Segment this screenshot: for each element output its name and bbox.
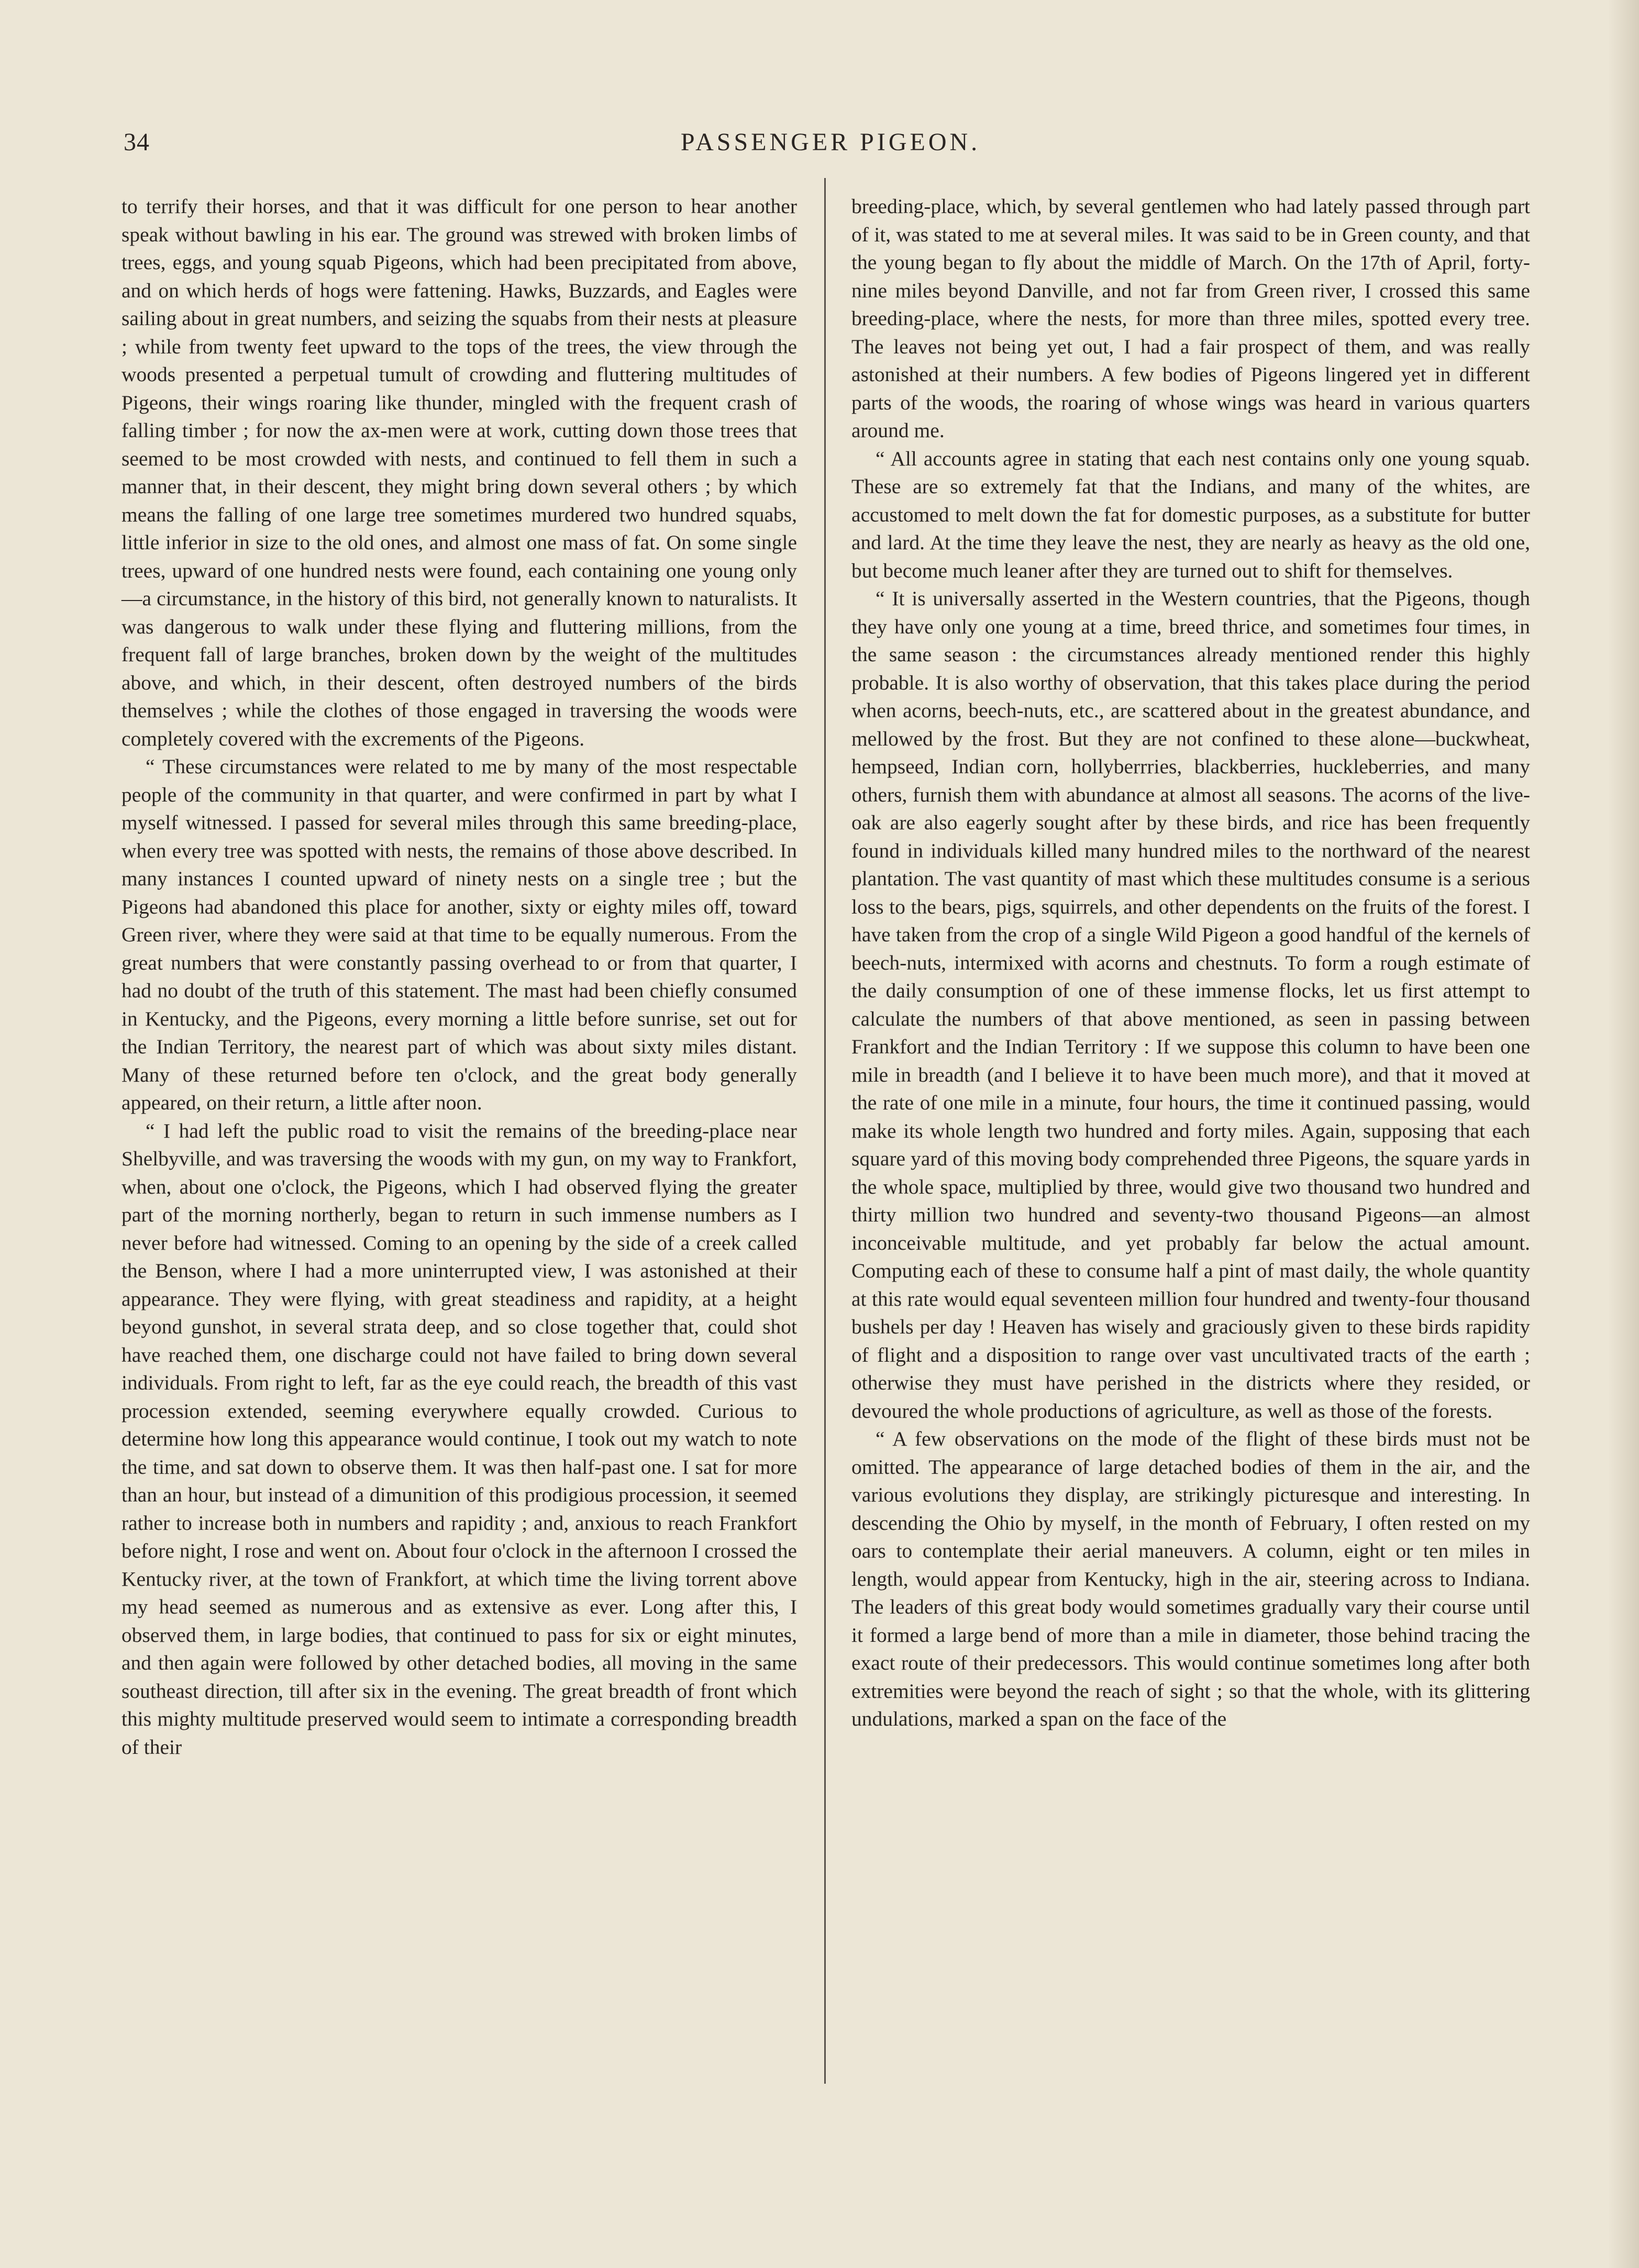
paragraph: to terrify their horses, and that it was difficult for one person to hear another speak without bawling in his ear. The ground was strewed with broken limbs of trees, eggs, and young squab Pigeons, which had been precipitated from above, and on which herds of hogs were fattening. Hawks, Buzzards, and Eagles were sailing about in great numbers, and seizing the squabs from their nests at pleasure ; while from twenty feet upward to the tops of the trees, the view through the woods presented a perpetual tumult of crowding and fluttering multitudes of Pigeons, their wings roaring like thunder, mingled with the frequent crash of falling timber ; for now the ax-men were at work, cutting down those trees that seemed to be most crowded with nests, and continued to fell them in such a manner that, in their descent, they might bring down several others ; by which means the falling of one large tree sometimes murdered two hundred squabs, little inferior in size to the old ones, and almost one mass of fat. On some single trees, upward of one hundred nests were found, each containing one young only—a circumstance, in the history of this bird, not generally known to naturalists. It was dangerous to walk under these flying and fluttering millions, from the frequent fall of large branches, broken down by the weight of the multitudes above, and which, in their descent, often destroyed numbers of the birds themselves ; while the clothes of those engaged in traversing the woods were completely covered with the excrements of the Pigeons.	[121, 195, 797, 750]
paragraph: “ I had left the public road to visit the remains of the breeding-place near Shelbyville, and was traversing the woods with my gun, on my way to Frankfort, when, about one o'clock, the Pigeons, which I had observed flying the greater part of the morning northerly, began to return in such immense numbers as I never before had witnessed. Coming to an opening by the side of a creek called the Benson, where I had a more uninterrupted view, I was astonished at their appearance. They were flying, with great steadiness and rapidity, at a height beyond gunshot, in several strata deep, and so close together that, could shot have reached them, one discharge could not have failed to bring down several individuals. From right to left, far as the eye could reach, the breadth of this vast procession extended, seeming everywhere equally crowded. Curious to determine how long this appearance would continue, I took out my watch to note the time, and sat down to observe them. It was then half-past one. I sat for more than an hour, but instead of a dimunition of this prodigious procession, it seemed rather to increase both in numbers and rapidity ; and, anxious to reach Frankfort before night, I rose and went on. About four o'clock in the afternoon I crossed the Kentucky river, at the town of Frankfort, at which time the living torrent above my head seemed as numerous and as extensive as ever. Long after this, I observed them, in large bodies, that continued to pass for six or eight minutes, and then again were followed by other detached bodies, all moving in the same southeast direction, till after six in the evening. The great breadth of front which this mighty multitude preserved would seem to intimate a corresponding breadth of their	[121, 1119, 797, 1759]
running-head	[124, 128, 1537, 164]
page-number: 34	[124, 128, 150, 156]
paragraph: “ It is universally asserted in the Western countries, that the Pigeons, though they have only one young at a time, breed thrice, and sometimes four times, in the same season : the circumstances already mentioned render this highly probable. It is also worthy of observation, that this takes place during the period when acorns, beech-nuts, etc., are scattered about in the greatest abundance, and mellowed by the frost. But they are not confined to these alone—buckwheat, hempseed, Indian corn, hollyberrries, blackberries, huckleberries, and many others, furnish them with abundance at almost all seasons. The acorns of the live-oak are also eagerly sought after by these birds, and rice has been frequently found in individuals killed many hundred miles to the northward of the nearest plantation. The vast quantity of mast which these multitudes consume is a serious loss to the bears, pigs, squirrels, and other dependents on the fruits of the forest. I have taken from the crop of a single Wild Pigeon a good handful of the kernels of beech-nuts, intermixed with acorns and chestnuts. To form a rough estimate of the daily consumption of one of these immense flocks, let us first attempt to calculate the numbers of that above mentioned, as seen in passing between Frankfort and the Indian Territory : If we suppose this column to have been one mile in breadth (and I believe it to have been much more), and that it moved at the rate of one mile in a minute, four hours, the time it continued passing, would make its whole length two hundred and forty miles. Again, supposing that each square yard of this moving body comprehended three Pigeons, the square yards in the whole space, multiplied by three, would give two thousand two hundred and thirty million two hundred and seventy-two thousand Pigeons—an almost inconceivable multitude, and yet probably far below the actual amount. Computing each of these to consume half a pint of mast daily, the whole quantity at this rate would equal seventeen million four hundred and twenty-four thousand bushels per day ! Heaven has wisely and graciously given to these birds rapidity of flight and a disposition to range over vast uncultivated tracts of the earth ; otherwise they must have perished in the districts where they resided, or devoured the whole productions of agriculture, as well as those of the forests.	[851, 587, 1530, 1422]
page-edge-shadow	[1608, 0, 1639, 2268]
paragraph: “ All accounts agree in stating that each nest contains only one young squab. These are so extremely fat that the Indians, and many of the whites, are accustomed to melt down the fat for domestic purposes, as a substitute for butter and lard. At the time they leave the nest, they are nearly as heavy as the old one, but become much leaner after they are turned out to shift for themselves.	[851, 447, 1530, 582]
paragraph: breeding-place, which, by several gentlemen who had lately passed through part of it, was stated to me at several miles. It was said to be in Green county, and that the young began to fly about the middle of March. On the 17th of April, forty-nine miles beyond Danville, and not far from Green river, I crossed this same breeding-place, where the nests, for more than three miles, spotted every tree. The leaves not being yet out, I had a fair prospect of them, and was really astonished at their numbers. A few bodies of Pigeons lingered yet in different parts of the woods, the roaring of whose wings was heard in various quarters around me.	[851, 195, 1530, 442]
paragraph: “ A few observations on the mode of the flight of these birds must not be omitted. The appearance of large detached bodies of them in the air, and the various evolutions they display, are strikingly picturesque and interesting. In descending the Ohio by myself, in the month of February, I often rested on my oars to contemplate their aerial maneuvers. A column, eight or ten miles in length, would appear from Kentucky, high in the air, steering across to Indiana. The leaders of this great body would sometimes gradually vary their course until it formed a large bend of more than a mile in diameter, those behind tracing the exact route of their predecessors. This would continue sometimes long after both extremities were beyond the reach of sight ; so that the whole, with its glittering undulations, marked a span on the face of the	[851, 1427, 1530, 1730]
paragraph: “ These circumstances were related to me by many of the most respectable people of the community in that quarter, and were confirmed in part by what I myself witnessed. I passed for several miles through this same breeding-place, when every tree was spotted with nests, the remains of those above described. In many instances I counted upward of ninety nests on a single tree ; but the Pigeons had abandoned this place for another, sixty or eighty miles off, toward Green river, where they were said at that time to be equally numerous. From the great numbers that were constantly passing overhead to or from that quarter, I had no doubt of the truth of this statement. The mast had been chiefly consumed in Kentucky, and the Pigeons, every morning a little before sunrise, set out for the Indian Territory, the nearest part of which was about sixty miles distant. Many of these returned before ten o'clock, and the great body generally appeared, on their return, a little after noon.	[121, 755, 797, 1114]
column-divider	[824, 178, 826, 2084]
left-column	[121, 193, 797, 1761]
right-column	[851, 193, 1530, 1733]
page-title: PASSENGER PIGEON.	[680, 128, 981, 156]
